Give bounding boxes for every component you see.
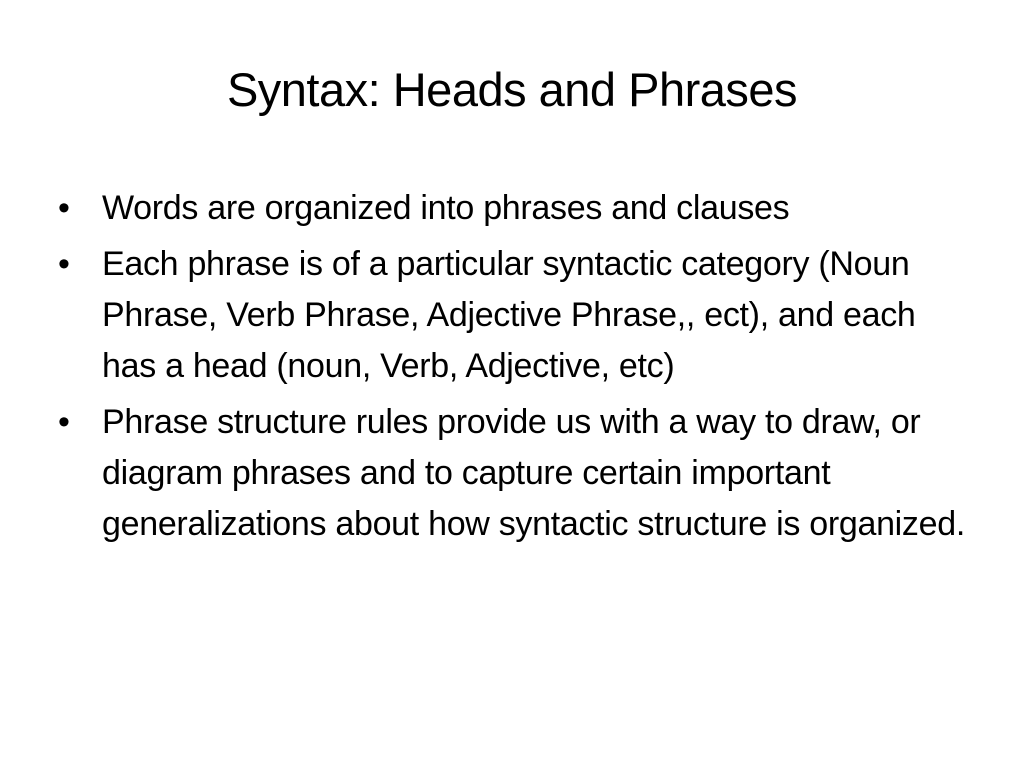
bullet-text: Words are organized into phrases and clauses bbox=[102, 189, 790, 227]
bullet-text: Each phrase is of a particular syntactic category (Noun Phrase, Verb Phrase, Adjective Phrase,, ect), and each has a head (noun, Verb, Adjective, etc) bbox=[102, 245, 916, 385]
bullet-marker-icon: • bbox=[58, 245, 70, 283]
bullet-item bbox=[58, 183, 968, 234]
bullet-list bbox=[58, 183, 968, 555]
bullet-item bbox=[58, 397, 968, 550]
bullet-marker-icon: • bbox=[58, 403, 70, 441]
bullet-marker-icon: • bbox=[58, 189, 70, 227]
bullet-text: Phrase structure rules provide us with a way to draw, or diagram phrases and to capture certain important generalizations about how syntactic structure is organized. bbox=[102, 403, 965, 543]
bullet-item bbox=[58, 239, 968, 392]
slide-title: Syntax: Heads and Phrases bbox=[226, 63, 798, 116]
